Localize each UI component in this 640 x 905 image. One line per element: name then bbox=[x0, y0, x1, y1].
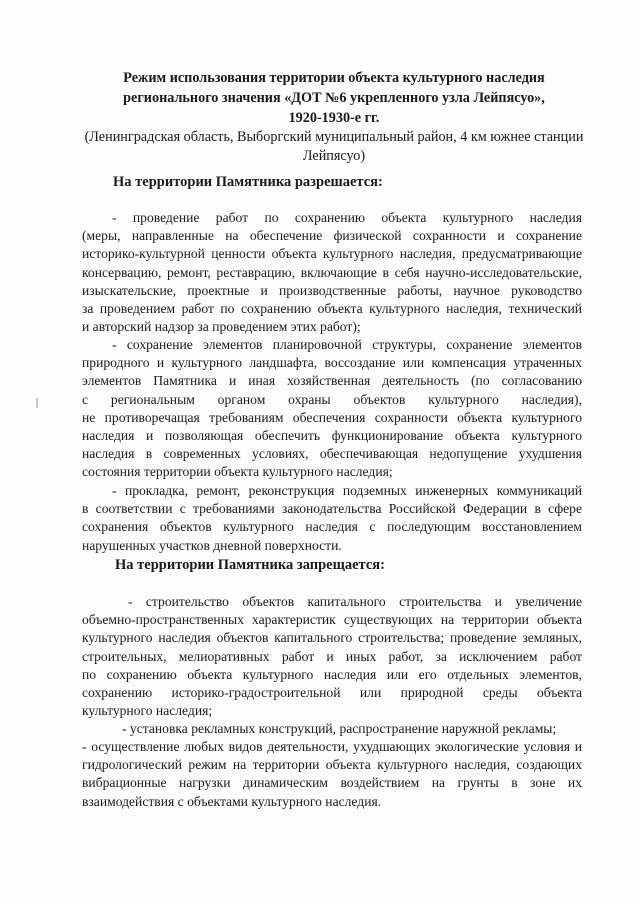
text-line: культурного наследия объектов капитального строительства; проведение земляных, bbox=[82, 630, 582, 646]
document-location-line-2: Лейпясуо) bbox=[302, 148, 366, 164]
text-line: строительных, мелиоративных работ и иных работ, за исключением работ bbox=[82, 648, 582, 664]
prohibited-item-1 bbox=[82, 593, 582, 720]
text-line: нарушенных участков дневной поверхности. bbox=[82, 537, 342, 553]
text-line: вибрационные нагрузки динамическим воздействием на грунты в зоне их bbox=[82, 775, 582, 791]
text-line: по сохранению объекта культурного наследия или его отдельных элементов, bbox=[82, 666, 582, 682]
permitted-item-1 bbox=[82, 209, 582, 336]
text-line: историко-культурной ценности объекта культурного наследия, предусматривающие bbox=[82, 246, 582, 262]
text-line: сохранения объектов культурного наследия с последующим восстановлением bbox=[82, 519, 582, 535]
document-location-line-1: (Ленинградская область, Выборгский муниципальный район, 4 км южнее станции bbox=[84, 129, 584, 145]
document-title-block bbox=[78, 68, 590, 166]
text-line: взаимодействия с объектами культурного наследия. bbox=[82, 793, 382, 809]
permitted-item-2 bbox=[82, 336, 582, 482]
text-line: наследия в современных условиях, обеспечивающая недопущение ухудшения bbox=[82, 446, 582, 462]
text-line: - прокладка, ремонт, реконструкция подземных инженерных коммуникаций bbox=[112, 483, 582, 498]
text-line: консервацию, ремонт, реставрацию, включающие в себя научно-исследовательские, bbox=[82, 264, 582, 280]
text-line: - проведение работ по сохранению объекта культурного наследия bbox=[112, 210, 582, 225]
document-title-line-1: Режим использования территории объекта культурного наследия bbox=[123, 70, 545, 86]
text-line: в соответствии с требованиями законодательства Российской Федерации в сфере bbox=[82, 501, 582, 517]
scan-margin-mark bbox=[36, 398, 38, 408]
permitted-item-3 bbox=[82, 482, 582, 555]
text-line: культурного наследия; bbox=[82, 703, 213, 719]
document-title-line-2: регионального значения «ДОТ №6 укрепленного узла Лейпясуо», bbox=[123, 90, 545, 106]
text-line: - осуществление любых видов деятельности, ухудшающих экологические условия и bbox=[82, 739, 582, 754]
text-line: - сохранение элементов планировочной структуры, сохранение элементов bbox=[112, 337, 582, 352]
prohibited-heading: На территории Памятника запрещается: bbox=[115, 557, 385, 573]
permitted-heading: На территории Памятника разрешается: bbox=[113, 174, 383, 190]
text-line: - строительство объектов капитального строительства и увеличение bbox=[128, 594, 582, 609]
text-line: (меры, направленные на обеспечение физической сохранности и сохранение bbox=[82, 228, 582, 244]
text-line: с региональным органом охраны объектов культурного наследия), bbox=[82, 391, 582, 407]
prohibited-item-2 bbox=[82, 720, 582, 738]
text-line: объемно-пространственных характеристик существующих на территории объекта bbox=[82, 612, 582, 628]
prohibited-item-3 bbox=[82, 738, 582, 811]
text-line: и авторский надзор за проведением этих работ); bbox=[82, 319, 361, 335]
text-line: элементов Памятника и иная хозяйственная деятельность (по согласованию bbox=[82, 373, 582, 389]
text-line: состояния территории объекта культурного наследия; bbox=[82, 464, 393, 480]
text-line: изыскательские, проектные и производственные работы, научное руководство bbox=[82, 282, 582, 298]
text-line: за проведением работ по сохранению объекта культурного наследия, технический bbox=[82, 301, 582, 317]
text-line: сохранению историко-градостроительной или природной среды объекта bbox=[82, 685, 582, 701]
text-line: гидрологический режим на территории объекта культурного наследия, создающих bbox=[82, 757, 582, 773]
text-line: природного и культурного ландшафта, воссоздание или компенсация утраченных bbox=[82, 355, 582, 371]
text-line: - установка рекламных конструкций, распространение наружной рекламы; bbox=[122, 721, 557, 736]
text-line: наследия и позволяющая обеспечить функционирование объекта культурного bbox=[82, 428, 582, 444]
document-title-line-3: 1920-1930-е гг. bbox=[288, 110, 380, 126]
text-line: не противоречащая требованиям обеспечения сохранности объекта культурного bbox=[82, 409, 582, 425]
